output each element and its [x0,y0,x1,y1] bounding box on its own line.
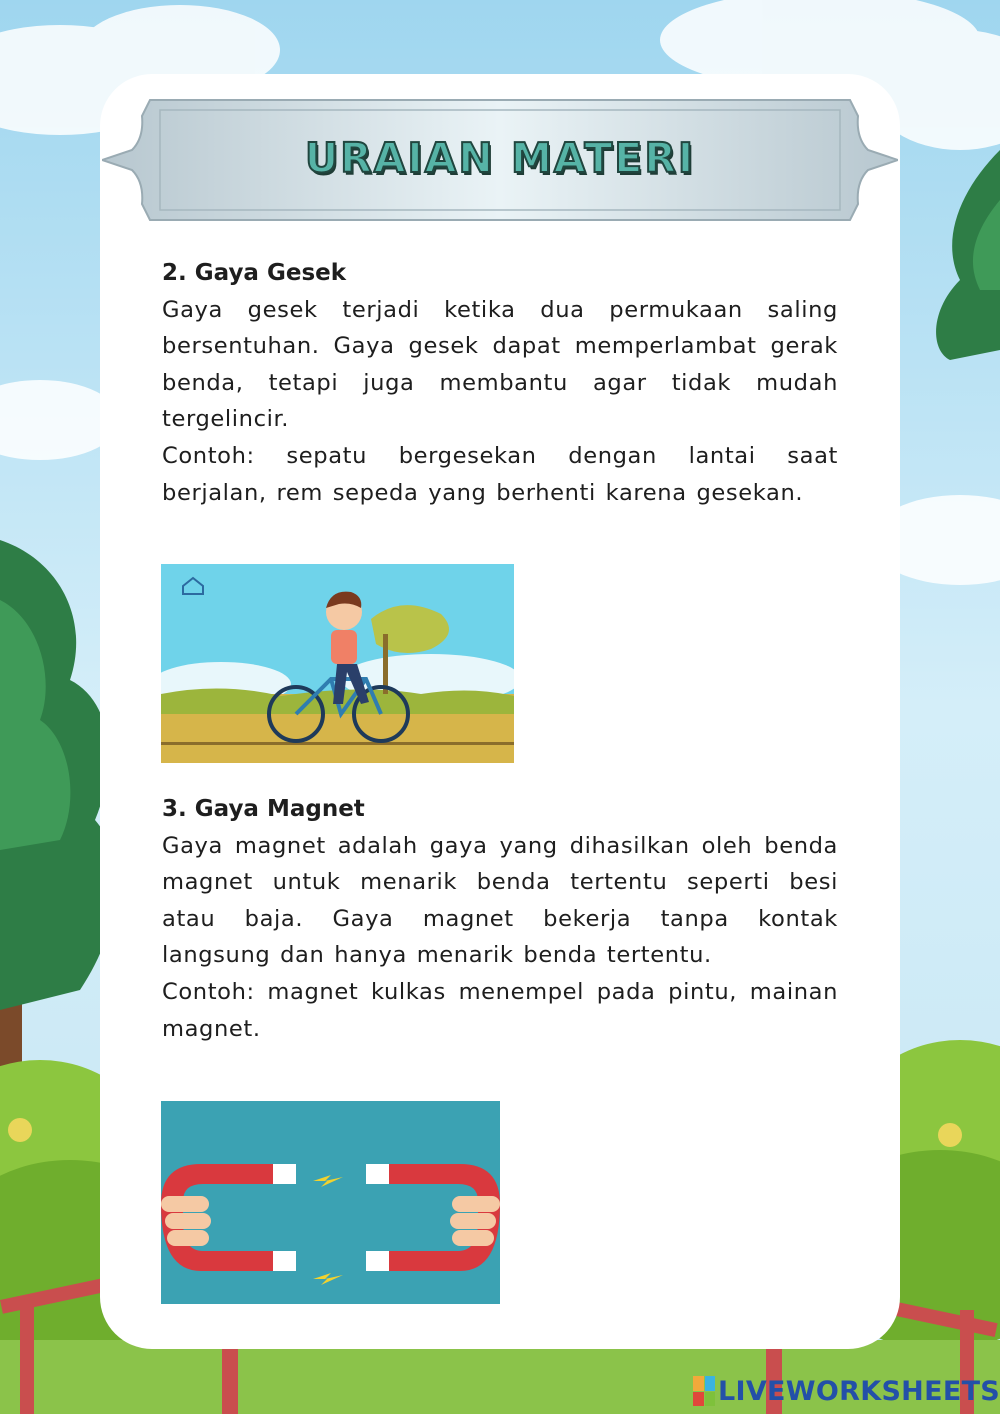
bicycle-illustration [161,564,514,763]
magnet-illustration [161,1101,500,1304]
section-heading: 2. Gaya Gesek [162,260,347,286]
banner-title: URAIAN MATERI [304,134,696,182]
section-magnet [162,791,838,1047]
logo-mark-icon [693,1376,715,1406]
section-paragraph: Gaya gesek terjadi ketika dua permukaan saling bersentuhan. Gaya gesek dapat memperlambat gerak benda, tetapi juga membantu agar tidak mudah tergelincir. [162,296,838,433]
liveworksheets-logo [693,1372,1000,1410]
section-example: Contoh: magnet kulkas menempel pada pintu, mainan magnet. [162,978,838,1042]
section-paragraph: Gaya magnet adalah gaya yang dihasilkan oleh benda magnet untuk menarik benda tertentu seperti besi atau baja. Gaya magnet bekerja tanpa kontak langsung dan hanya menarik benda tertentu. [162,832,838,969]
section-friction [162,255,838,511]
section-heading: 3. Gaya Magnet [162,796,365,822]
section-example: Contoh: sepatu bergesekan dengan lantai saat berjalan, rem sepeda yang berhenti karena gesekan. [162,442,838,506]
logo-text: LIVEWORKSHEETS [718,1375,1000,1407]
